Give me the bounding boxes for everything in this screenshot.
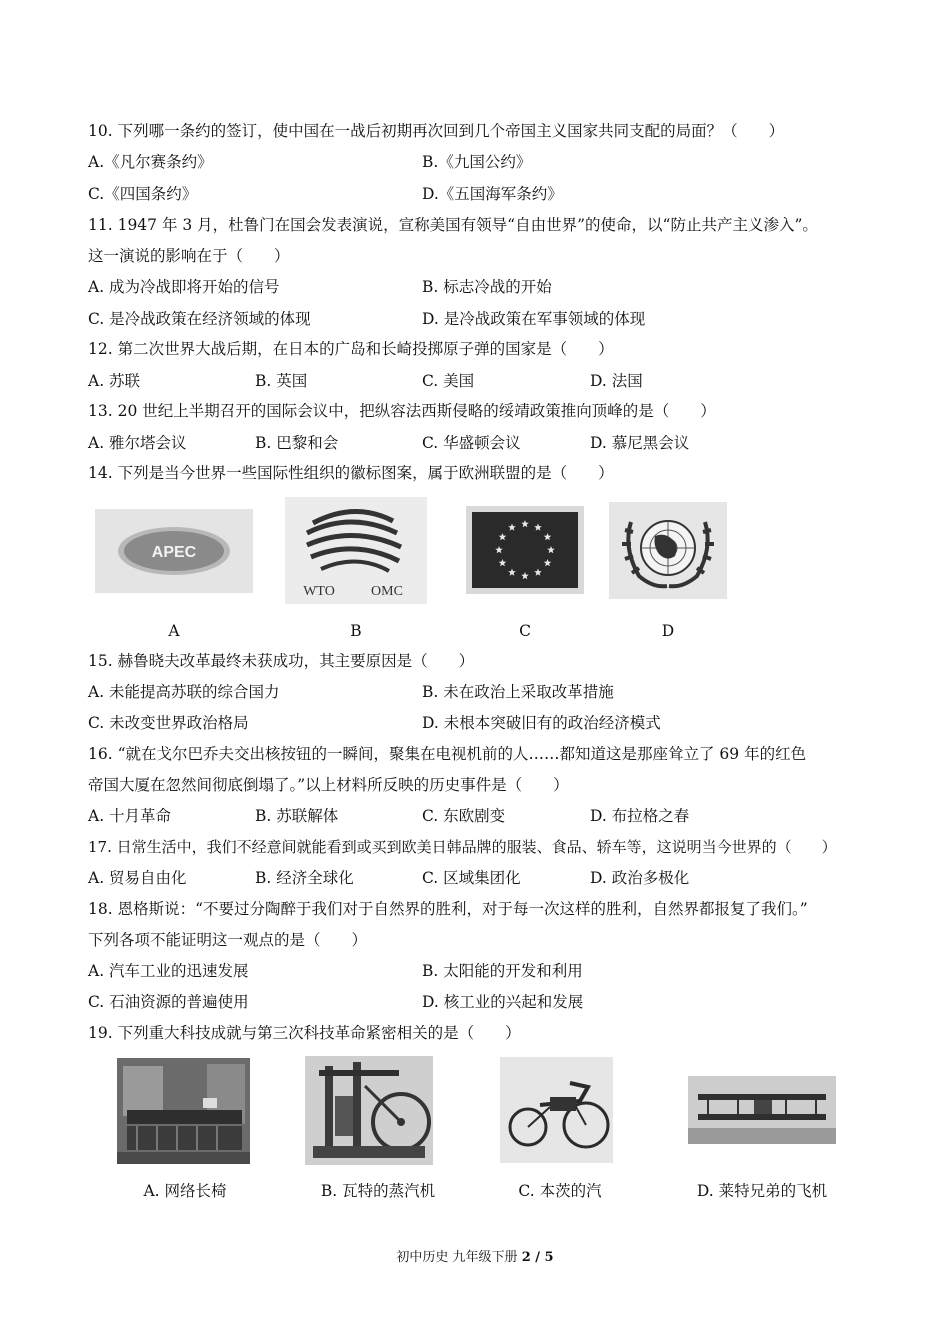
q14-caption-d: D [661,622,675,640]
q12-option-b: B. 英国 [255,372,308,390]
q10-option-c: C.《四国条约》 [88,185,198,203]
q15-option-a: A. 未能提高苏联的综合国力 [88,683,280,701]
q13-option-a: A. 雅尔塔会议 [88,434,187,452]
q10-option-a: A.《凡尔赛条约》 [88,153,213,171]
question-18-stem-line1: 18. 恩格斯说：“不要过分陶醉于我们对于自然界的胜利，对于每一次这样的胜利，自然界都报复了我们。” [88,900,808,918]
q11-option-c: C. 是冷战政策在经济领域的体现 [88,310,311,328]
q18-option-b: B. 太阳能的开发和利用 [422,962,583,980]
q16-option-c: C. 东欧剧变 [422,807,506,825]
q16-option-a: A. 十月革命 [88,807,172,825]
apec-logo-graphic [95,509,253,593]
question-10-stem: 10. 下列哪一条约的签订，使中国在一战后初期再次回到几个帝国主义国家共同支配的局面？（ ） [88,122,785,140]
apec-logo-image [95,509,253,593]
q15-option-d: D. 未根本突破旧有的政治经济模式 [422,714,661,732]
q10-option-d: D.《五国海军条约》 [422,185,563,203]
network-bench-photo [117,1058,250,1164]
q13-option-d: D. 慕尼黑会议 [590,434,690,452]
q15-option-b: B. 未在政治上采取改革措施 [422,683,614,701]
question-14-stem: 14. 下列是当今世界一些国际性组织的徽标图案，属于欧洲联盟的是（ ） [88,464,614,482]
q15-option-c: C. 未改变世界政治格局 [88,714,249,732]
question-12-stem: 12. 第二次世界大战后期，在日本的广岛和长崎投掷原子弹的国家是（ ） [88,340,614,358]
q19-caption-d: D. 莱特兄弟的飞机 [696,1182,828,1200]
network-bench-graphic [117,1058,250,1164]
un-emblem-image [609,502,727,599]
benz-car-photo [500,1057,613,1163]
q12-option-c: C. 美国 [422,372,475,390]
q17-option-c: C. 区域集团化 [422,869,521,887]
question-16-stem-line2: 帝国大厦在忽然间彻底倒塌了。”以上材料所反映的历史事件是（ ） [88,776,569,794]
q19-caption-a: A. 网络长椅 [143,1182,227,1200]
steam-engine-photo [305,1056,433,1165]
question-11-stem-line2: 这一演说的影响在于（ ） [88,247,290,265]
apec-logo-text: APEC [151,544,197,561]
eu-flag-graphic [466,506,584,594]
q17-option-b: B. 经济全球化 [255,869,354,887]
question-11-stem-line1: 11. 1947 年 3 月，杜鲁门在国会发表演说，宣称美国有领导“自由世界”的使命，以“防止共产主义渗入”。 [88,216,818,234]
q14-caption-b: B [350,622,362,640]
omc-logo-text: OMC [371,584,403,599]
steam-engine-graphic [305,1056,433,1165]
q19-caption-b: B. 瓦特的蒸汽机 [320,1182,436,1200]
q18-option-c: C. 石油资源的普遍使用 [88,993,249,1011]
q18-option-a: A. 汽车工业的迅速发展 [88,962,249,980]
question-18-stem-line2: 下列各项不能证明这一观点的是（ ） [88,931,368,949]
question-19-stem: 19. 下列重大科技成就与第三次科技革命紧密相关的是（ ） [88,1024,521,1042]
q11-option-b: B. 标志冷战的开始 [422,278,552,296]
wto-logo-graphic [285,497,427,604]
page-footer [0,1246,950,1265]
q13-option-c: C. 华盛顿会议 [422,434,521,452]
question-16-stem-line1: 16. “就在戈尔巴乔夫交出核按钮的一瞬间，聚集在电视机前的人……都知道这是那座耸立了 69 年的红色 [88,745,807,763]
q14-caption-c: C [519,622,531,640]
footer-course-label: 初中历史 九年级下册 [396,1250,522,1265]
wright-airplane-graphic [688,1076,836,1144]
q13-option-b: B. 巴黎和会 [255,434,339,452]
q12-option-a: A. 苏联 [88,372,141,390]
q11-option-a: A. 成为冷战即将开始的信号 [88,278,280,296]
question-15-stem: 15. 赫鲁晓夫改革最终未获成功，其主要原因是（ ） [88,652,475,670]
q17-option-a: A. 贸易自由化 [88,869,187,887]
question-13-stem: 13. 20 世纪上半期召开的国际会议中，把纵容法西斯侵略的绥靖政策推向顶峰的是（ ） [88,402,716,420]
q16-option-d: D. 布拉格之春 [590,807,690,825]
q10-option-b: B.《九国公约》 [422,153,532,171]
q12-option-d: D. 法国 [590,372,643,390]
wright-airplane-photo [688,1076,836,1144]
q17-option-d: D. 政治多极化 [590,869,690,887]
wto-logo-image [285,497,427,604]
q18-option-d: D. 核工业的兴起和发展 [422,993,584,1011]
question-17-stem: 17. 日常生活中，我们不经意间就能看到或买到欧美日韩品牌的服装、食品、轿车等，这说明当今世界的（ ） [88,838,837,856]
q14-caption-a: A [168,622,180,640]
eu-flag-image [466,506,584,594]
un-emblem-graphic [609,502,727,599]
q16-option-b: B. 苏联解体 [255,807,339,825]
q19-caption-c: C. 本茨的汽 [518,1182,602,1200]
page-number: 2 / 5 [521,1250,554,1265]
wto-logo-text: WTO [303,584,335,599]
q11-option-d: D. 是冷战政策在军事领域的体现 [422,310,646,328]
benz-car-graphic [500,1057,613,1163]
